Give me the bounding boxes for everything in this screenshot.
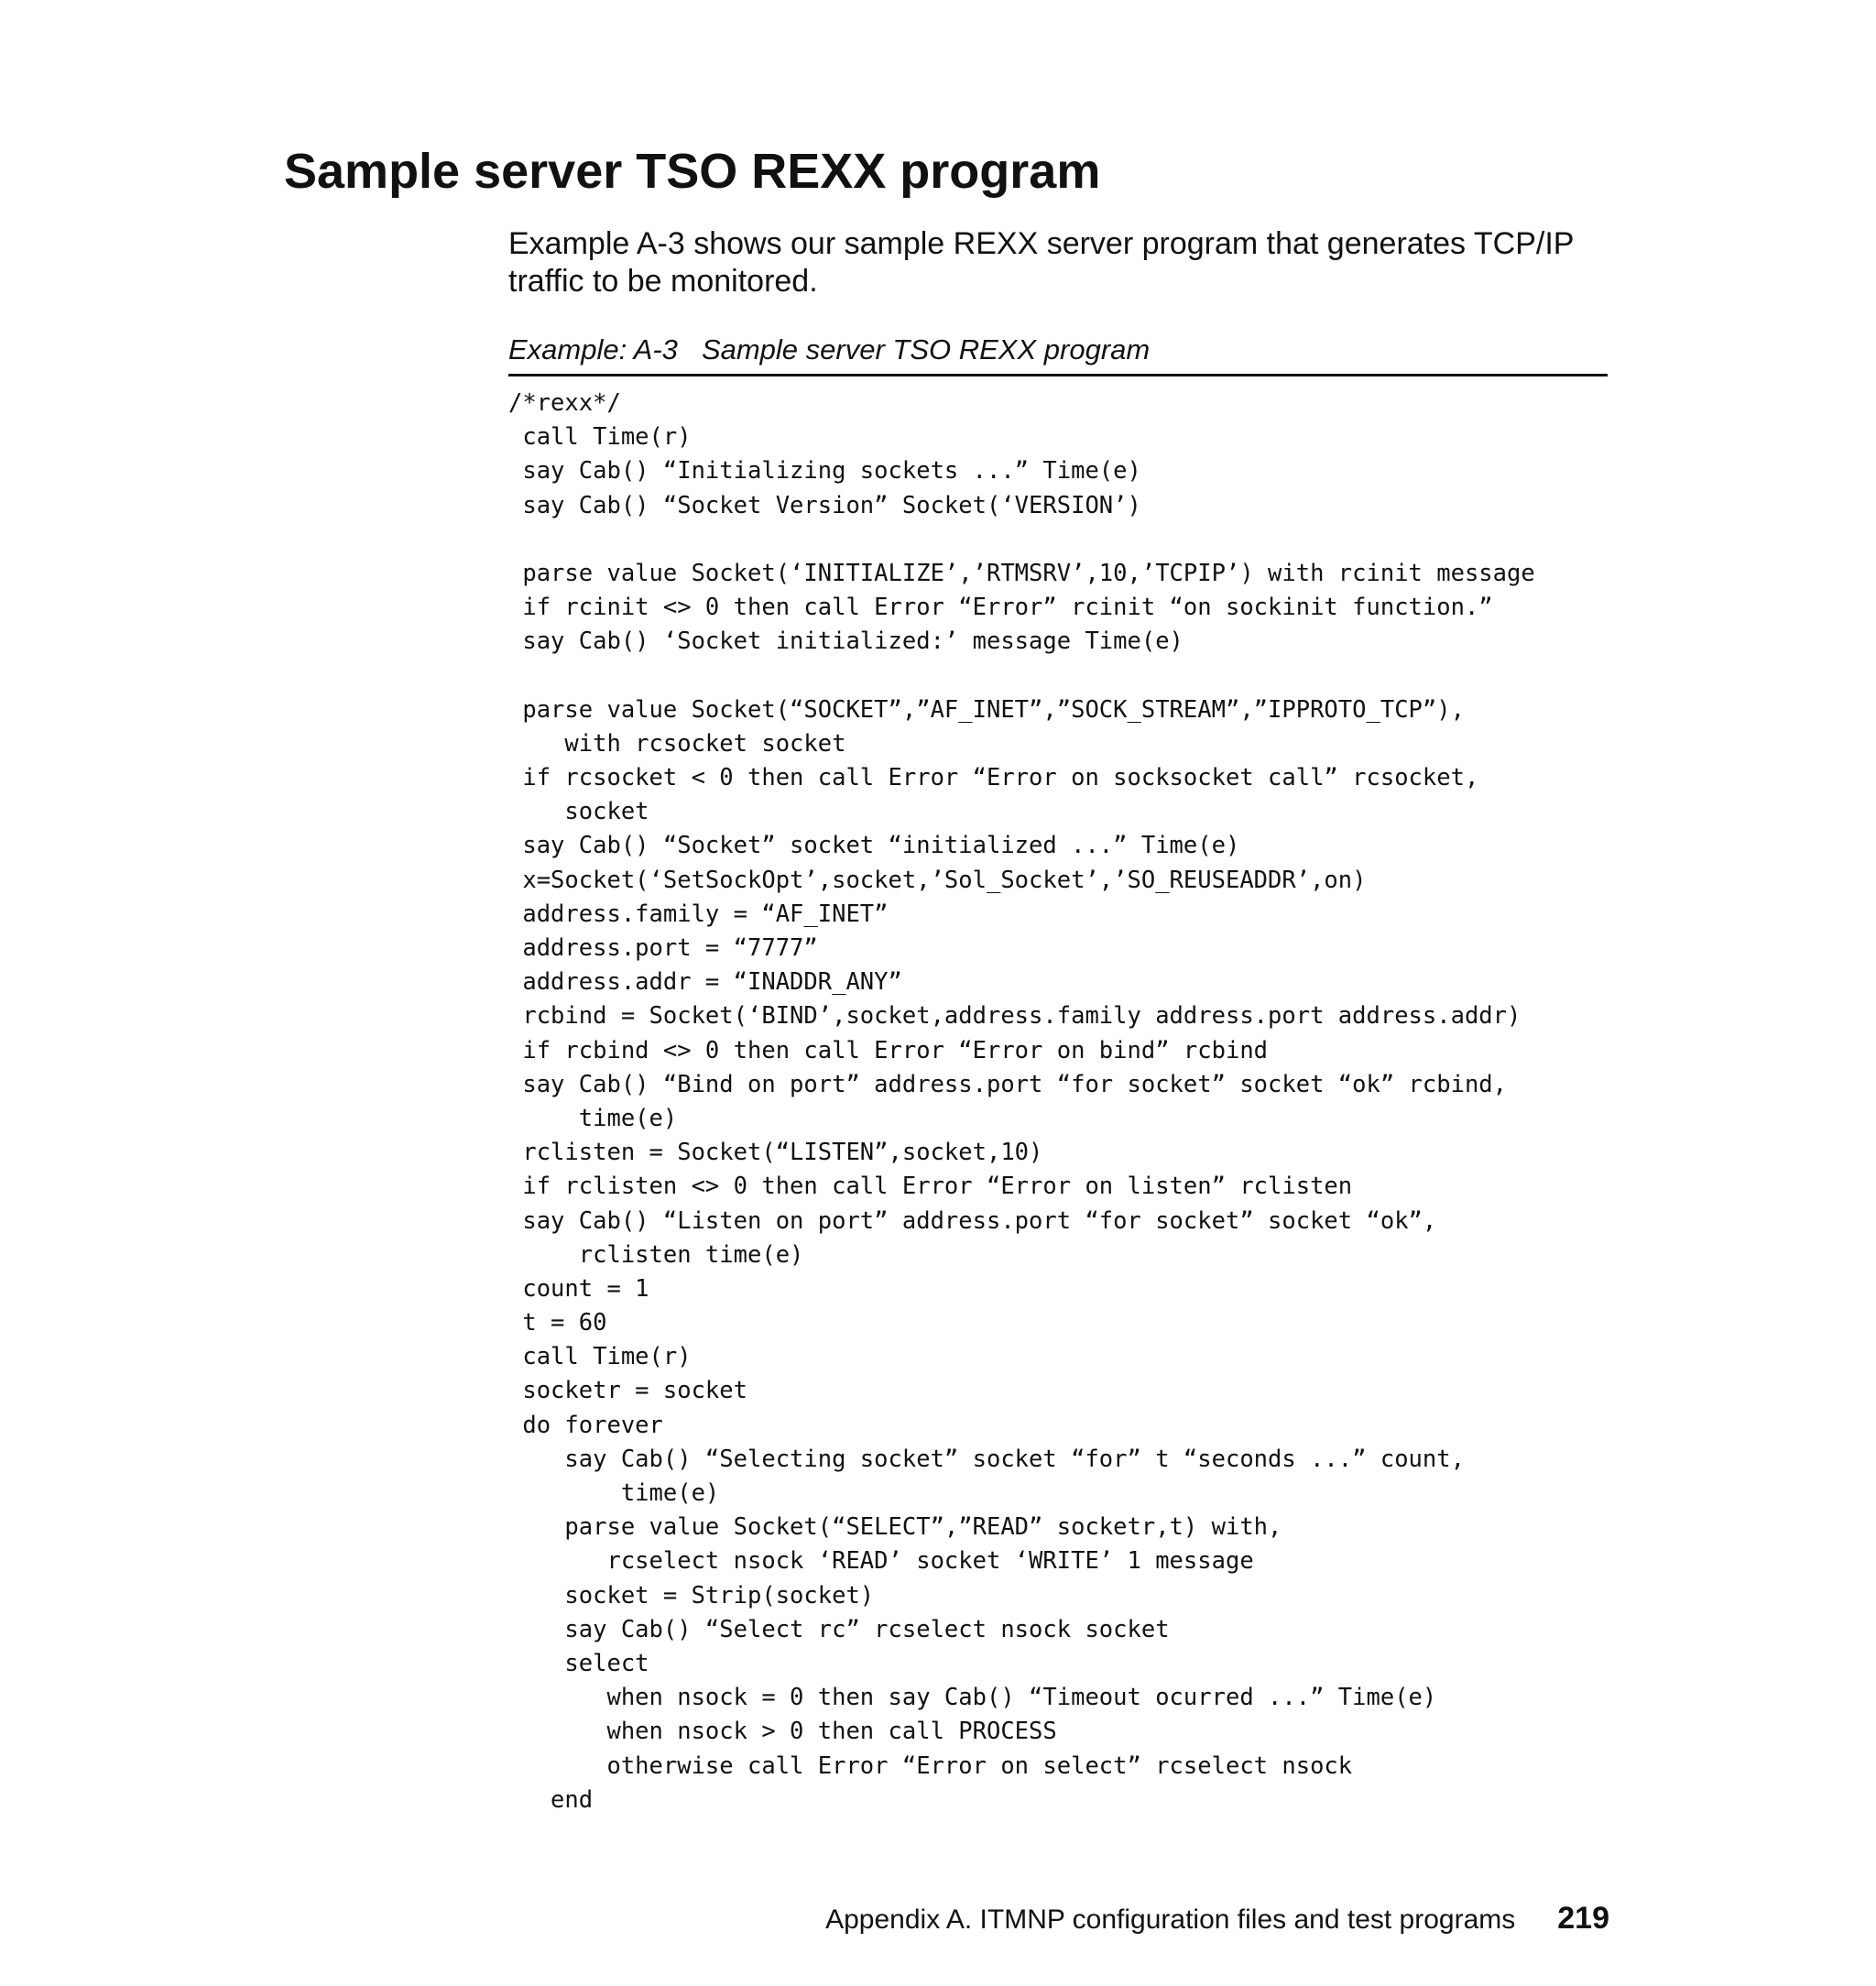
code-line: socket = Strip(socket) xyxy=(508,1581,875,1610)
code-line xyxy=(508,523,1535,557)
code-line: when nsock = 0 then say Cab() “Timeout ocurred ...” Time(e) xyxy=(508,1684,1437,1712)
code-line: rclisten time(e) xyxy=(508,1240,804,1269)
code-line: otherwise call Error “Error on select” rcselect nsock xyxy=(508,1751,1353,1780)
code-line: address.addr = “INADDR_ANY” xyxy=(508,968,902,997)
code-line: rclisten = Socket(“LISTEN”,socket,10) xyxy=(508,1139,1043,1167)
footer-text: Appendix A. ITMNP configuration files and test programs xyxy=(825,1904,1516,1935)
code-line: say Cab() “Select rc” rcselect nsock socket xyxy=(508,1615,1170,1643)
code-line: rcselect nsock ‘READ’ socket ‘WRITE’ 1 message xyxy=(508,1547,1254,1576)
code-line: count = 1 xyxy=(508,1274,649,1303)
code-line: say Cab() ‘Socket initialized:’ message Time(e) xyxy=(508,627,1183,656)
code-line: socketr = socket xyxy=(508,1377,747,1405)
code-line: say Cab() “Listen on port” address.port “for socket” socket “ok”, xyxy=(508,1206,1437,1235)
code-line: call Time(r) xyxy=(508,1343,692,1371)
code-line: if rclisten <> 0 then call Error “Error on listen” rclisten xyxy=(508,1173,1353,1201)
code-line: say Cab() “Initializing sockets ...” Time(e) xyxy=(508,457,1141,486)
code-line: do forever xyxy=(508,1411,663,1439)
code-line: say Cab() “Selecting socket” socket “for” t “seconds ...” count, xyxy=(508,1445,1465,1473)
code-line: if rcsocket < 0 then call Error “Error on socksocket call” rcsocket, xyxy=(508,764,1479,792)
code-line: time(e) xyxy=(508,1104,678,1132)
code-line: when nsock > 0 then call PROCESS xyxy=(508,1718,1057,1746)
code-line: call Time(r) xyxy=(508,423,692,452)
code-line: say Cab() “Socket Version” Socket(‘VERSION’) xyxy=(508,491,1141,519)
code-line: parse value Socket(‘INITIALIZE’,’RTMSRV’,10,’TCPIP’) with rcinit message xyxy=(508,559,1535,587)
code-line: with rcsocket socket xyxy=(508,729,846,758)
code-line: parse value Socket(“SELECT”,”READ” socketr,t) with, xyxy=(508,1513,1282,1542)
code-line: if rcbind <> 0 then call Error “Error on bind” rcbind xyxy=(508,1036,1269,1064)
caption-rule xyxy=(508,374,1608,376)
code-line: /*rexx*/ xyxy=(508,389,621,417)
code-line: address.family = “AF_INET” xyxy=(508,900,889,928)
code-line: select xyxy=(508,1649,649,1677)
code-line: socket xyxy=(508,798,649,826)
example-caption xyxy=(508,332,1150,368)
code-line: address.port = “7777” xyxy=(508,934,818,962)
code-line: rcbind = Socket(‘BIND’,socket,address.family address.port address.addr) xyxy=(508,1002,1522,1031)
code-line: time(e) xyxy=(508,1479,720,1507)
code-line: end xyxy=(508,1785,594,1814)
page-title: Sample server TSO REXX program xyxy=(284,144,1101,199)
intro-paragraph: Example A-3 shows our sample REXX server program that generates TCP/IP traffic to be monitored. xyxy=(508,226,1574,299)
code-line: say Cab() “Bind on port” address.port “for socket” socket “ok” rcbind, xyxy=(508,1070,1508,1098)
code-line: parse value Socket(“SOCKET”,”AF_INET”,”SOCK_STREAM”,”IPPROTO_TCP”), xyxy=(508,695,1465,724)
example-caption-title: Sample server TSO REXX program xyxy=(701,333,1151,366)
code-line xyxy=(508,660,1535,693)
code-line: x=Socket(‘SetSockOpt’,socket,’Sol_Socket’,’SO_REUSEADDR’,on) xyxy=(508,866,1367,894)
code-line: if rcinit <> 0 then call Error “Error” rcinit “on sockinit function.” xyxy=(508,594,1493,622)
code-listing xyxy=(508,387,1535,1817)
code-line: say Cab() “Socket” socket “initialized ...” Time(e) xyxy=(508,832,1240,860)
example-caption-label: Example: A-3 xyxy=(508,333,678,366)
code-line: t = 60 xyxy=(508,1309,607,1337)
page-number: 219 xyxy=(1557,1901,1609,1936)
page-footer xyxy=(825,1900,1609,1938)
